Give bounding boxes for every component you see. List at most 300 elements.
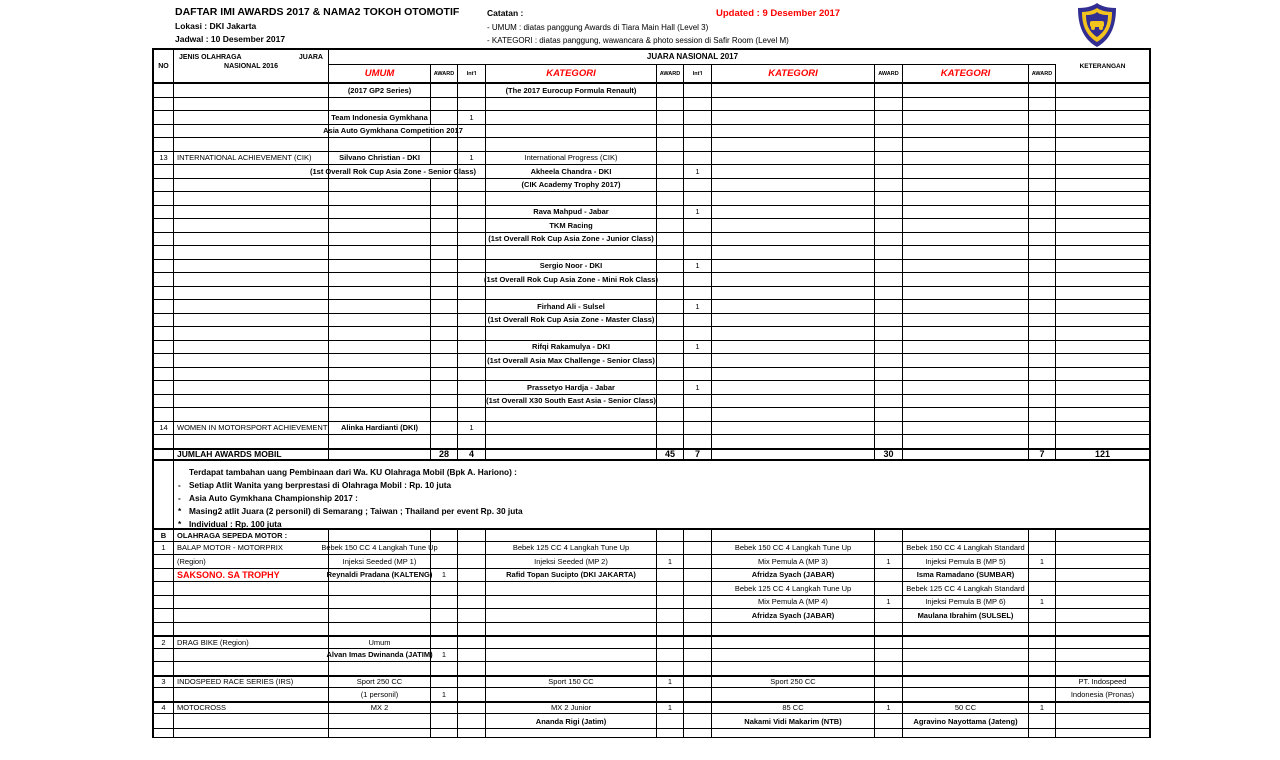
cell-ket: [1056, 395, 1149, 409]
cell-aw3: [875, 192, 903, 206]
cell-kat1: [486, 408, 657, 422]
cell-intl2: [684, 368, 712, 382]
cell-aw2: [657, 138, 684, 152]
cell-intl1: [458, 623, 486, 637]
cell-ket: [1056, 84, 1149, 98]
cell-no: [154, 179, 174, 193]
table-row: [154, 84, 1149, 98]
cell-kat3: [903, 435, 1029, 449]
cell-umum: [329, 435, 431, 449]
cell-intl1: [458, 582, 486, 596]
cell-umum: (2017 GP2 Series): [329, 84, 431, 98]
cell-aw2: [657, 192, 684, 206]
cell-ket: [1056, 714, 1149, 729]
table-row: [154, 582, 1149, 596]
cell-no: [154, 649, 174, 663]
cell-umum: Sport 250 CC: [329, 677, 431, 689]
cell-intl1: [458, 609, 486, 623]
cell-jenis: DRAG BIKE (Region): [174, 637, 329, 649]
table-row: [154, 138, 1149, 152]
cell-aw4: [1029, 219, 1056, 233]
cell-jenis: WOMEN IN MOTORSPORT ACHIEVEMENT: [174, 422, 329, 436]
cell-jenis: JUMLAH AWARDS MOBIL: [174, 450, 329, 460]
cell-no: [154, 125, 174, 139]
cell-aw1: [431, 542, 458, 556]
cell-aw3: 30: [875, 450, 903, 460]
cell-aw4: [1029, 341, 1056, 355]
cell-jenis: [174, 662, 329, 676]
cell-jenis: [174, 582, 329, 596]
cell-umum: [329, 98, 431, 112]
cell-aw4: [1029, 138, 1056, 152]
cell-aw1: 1: [431, 569, 458, 583]
cell-aw2: [657, 637, 684, 649]
cell-intl2: 7: [684, 450, 712, 460]
cell-intl1: [458, 219, 486, 233]
table-row: [154, 542, 1149, 556]
cell-intl2: [684, 192, 712, 206]
cell-aw3: [875, 542, 903, 556]
cell-intl1: [458, 649, 486, 663]
cell-intl2: [684, 703, 712, 715]
table-row: [154, 273, 1149, 287]
cell-intl2: [684, 714, 712, 729]
cell-intl1: [458, 569, 486, 583]
cell-kat2: Bebek 125 CC 4 Langkah Tune Up: [712, 582, 875, 596]
cell-kat2: [712, 327, 875, 341]
cell-aw4: [1029, 637, 1056, 649]
cell-kat3: Maulana Ibrahim (SULSEL): [903, 609, 1029, 623]
cell-intl2: [684, 408, 712, 422]
table-row: [154, 635, 1149, 649]
cell-ket: [1056, 582, 1149, 596]
cell-intl1: [458, 637, 486, 649]
cell-aw4: [1029, 354, 1056, 368]
cell-jenis: [174, 395, 329, 409]
cell-intl2: [684, 152, 712, 166]
cell-aw2: [657, 98, 684, 112]
cell-aw1: [431, 179, 458, 193]
cell-kat2: Nakami Vidi Makarim (NTB): [712, 714, 875, 729]
cell-kat3: [903, 623, 1029, 637]
cell-kat2: [712, 233, 875, 247]
cell-kat3: [903, 422, 1029, 436]
cell-no: [154, 206, 174, 220]
cell-aw3: [875, 714, 903, 729]
cell-aw1: [431, 314, 458, 328]
cell-aw3: [875, 408, 903, 422]
cell-jenis: SAKSONO. SA TROPHY: [174, 569, 329, 583]
cell-kat3: 50 CC: [903, 703, 1029, 715]
cell-ket: PT. Indospeed: [1056, 677, 1149, 689]
cell-aw2: [657, 84, 684, 98]
cell-jenis: [174, 688, 329, 702]
cell-aw3: [875, 354, 903, 368]
cell-aw1: [431, 287, 458, 301]
cell-intl2: [684, 246, 712, 260]
cell-aw2: [657, 688, 684, 702]
column-header-kategori-2: KATEGORI: [712, 65, 875, 82]
cell-kat2: [712, 623, 875, 637]
cell-ket: [1056, 260, 1149, 274]
cell-umum: [329, 582, 431, 596]
cell-aw4: [1029, 260, 1056, 274]
cell-kat1: [486, 582, 657, 596]
cell-kat3: [903, 98, 1029, 112]
cell-intl2: [684, 623, 712, 637]
table-row: [154, 596, 1149, 610]
cell-kat3: Injeksi Pemula B (MP 6): [903, 596, 1029, 610]
cell-intl2: 1: [684, 165, 712, 179]
cell-aw1: [431, 111, 458, 125]
cell-umum: [329, 219, 431, 233]
cell-jenis: [174, 84, 329, 98]
cell-aw3: [875, 341, 903, 355]
cell-aw1: [431, 703, 458, 715]
cell-aw1: [431, 714, 458, 729]
cell-kat3: [903, 233, 1029, 247]
cell-no: [154, 314, 174, 328]
cell-aw3: [875, 246, 903, 260]
table-row: [154, 675, 1149, 689]
cell-kat3: [903, 111, 1029, 125]
cell-kat3: [903, 273, 1029, 287]
cell-aw4: [1029, 111, 1056, 125]
cell-no: [154, 555, 174, 569]
table-row: [154, 368, 1149, 382]
cell-aw1: [431, 729, 458, 738]
table-body: [154, 84, 1149, 738]
cell-kat2: [712, 84, 875, 98]
cell-intl2: [684, 688, 712, 702]
cell-ket: [1056, 192, 1149, 206]
cell-kat2: [712, 435, 875, 449]
table-row: [154, 327, 1149, 341]
cell-ket: [1056, 662, 1149, 676]
table-row: [154, 246, 1149, 260]
cell-jenis: [174, 368, 329, 382]
cell-aw4: 1: [1029, 703, 1056, 715]
cell-kat1: [486, 368, 657, 382]
cell-kat1: [486, 596, 657, 610]
table-row: [154, 341, 1149, 355]
cell-kat1: [486, 688, 657, 702]
cell-aw4: [1029, 314, 1056, 328]
cell-umum: [329, 609, 431, 623]
cell-ket: [1056, 138, 1149, 152]
cell-aw4: [1029, 165, 1056, 179]
juara-nasional-2017-group: [329, 50, 1056, 82]
cell-aw3: [875, 637, 903, 649]
cell-aw1: [431, 273, 458, 287]
cell-kat1: [486, 623, 657, 637]
cell-no: [154, 688, 174, 702]
cell-no: [154, 273, 174, 287]
cell-kat1: Sport 150 CC: [486, 677, 657, 689]
cell-kat3: [903, 287, 1029, 301]
notes-row: [154, 461, 1149, 529]
cell-kat1: [486, 422, 657, 436]
cell-umum: [329, 395, 431, 409]
cell-intl2: 1: [684, 260, 712, 274]
table-row: [154, 125, 1149, 139]
cell-aw3: 1: [875, 596, 903, 610]
table-row: [154, 300, 1149, 314]
cell-intl1: [458, 714, 486, 729]
cell-umum: (1 personil): [329, 688, 431, 702]
cell-jenis: [174, 341, 329, 355]
cell-umum: [329, 179, 431, 193]
cell-umum: Alinka Hardianti (DKI): [329, 422, 431, 436]
cell-kat3: [903, 179, 1029, 193]
cell-intl2: 1: [684, 341, 712, 355]
cell-aw2: [657, 152, 684, 166]
cell-ket: [1056, 206, 1149, 220]
column-header-award-2: AWARD: [657, 65, 684, 82]
cell-kat1: International Progress (CIK): [486, 152, 657, 166]
cell-no: [154, 435, 174, 449]
cell-aw4: [1029, 422, 1056, 436]
cell-intl2: [684, 555, 712, 569]
cell-kat1: MX 2 Junior: [486, 703, 657, 715]
cell-intl2: [684, 395, 712, 409]
cell-intl1: [458, 395, 486, 409]
cell-kat3: [903, 381, 1029, 395]
cell-aw1: [431, 596, 458, 610]
cell-aw2: 45: [657, 450, 684, 460]
cell-aw1: [431, 662, 458, 676]
cell-umum: [329, 714, 431, 729]
column-header-award-3: AWARD: [875, 65, 903, 82]
table-row: [154, 714, 1149, 729]
cell-kat1: (1st Overall Asia Max Challenge - Senior Class): [486, 354, 657, 368]
cell-umum: [329, 287, 431, 301]
cell-aw2: [657, 609, 684, 623]
table-row: [154, 729, 1149, 738]
table-row: [154, 649, 1149, 663]
cell-kat3: [903, 662, 1029, 676]
cell-aw4: [1029, 729, 1056, 738]
cell-kat2: [712, 246, 875, 260]
table-row: [154, 219, 1149, 233]
cell-ket: [1056, 287, 1149, 301]
cell-umum: [329, 233, 431, 247]
cell-intl2: [684, 729, 712, 738]
column-header-jenis-olahraga: [174, 50, 329, 82]
cell-jenis: [174, 596, 329, 610]
cell-aw1: [431, 623, 458, 637]
column-group-header-juara-2017: JUARA NASIONAL 2017: [329, 50, 1056, 65]
cell-ket: [1056, 637, 1149, 649]
cell-kat1: Firhand Ali - Sulsel: [486, 300, 657, 314]
cell-intl2: 1: [684, 300, 712, 314]
cell-jenis: [174, 138, 329, 152]
cell-no: [154, 395, 174, 409]
cell-jenis: BALAP MOTOR - MOTORPRIX: [174, 542, 329, 556]
cell-ket: Indonesia (Pronas): [1056, 688, 1149, 702]
cell-ket: [1056, 273, 1149, 287]
cell-aw3: [875, 435, 903, 449]
cell-kat1: [486, 246, 657, 260]
cell-kat1: [486, 637, 657, 649]
cell-intl2: [684, 637, 712, 649]
column-header-kategori-1: KATEGORI: [486, 65, 657, 82]
cell-aw3: [875, 662, 903, 676]
cell-aw4: [1029, 609, 1056, 623]
cell-umum: [329, 368, 431, 382]
cell-aw1: [431, 368, 458, 382]
cell-aw1: [431, 219, 458, 233]
cell-kat2: [712, 138, 875, 152]
cell-jenis: [174, 649, 329, 663]
cell-aw1: [431, 152, 458, 166]
cell-aw1: [431, 637, 458, 649]
cell-kat2: [712, 381, 875, 395]
cell-aw3: [875, 219, 903, 233]
cell-intl2: 1: [684, 206, 712, 220]
cell-ket: [1056, 368, 1149, 382]
cell-intl2: [684, 596, 712, 610]
cell-intl2: [684, 609, 712, 623]
cell-aw3: [875, 569, 903, 583]
cell-no: [154, 98, 174, 112]
cell-aw4: [1029, 300, 1056, 314]
table-row: [154, 555, 1149, 569]
cell-aw2: [657, 729, 684, 738]
cell-no: [154, 729, 174, 738]
cell-intl2: 1: [684, 381, 712, 395]
cell-ket: [1056, 165, 1149, 179]
cell-jenis: [174, 729, 329, 738]
cell-aw1: [431, 84, 458, 98]
cell-no: [154, 450, 174, 460]
table-row: [154, 701, 1149, 715]
cell-kat1: (1st Overall Rok Cup Asia Zone - Master Class): [486, 314, 657, 328]
cell-ket: [1056, 314, 1149, 328]
cell-jenis: MOTOCROSS: [174, 703, 329, 715]
cell-kat3: [903, 688, 1029, 702]
cell-kat3: [903, 219, 1029, 233]
cell-aw1: [431, 327, 458, 341]
cell-aw2: 1: [657, 555, 684, 569]
cell-jenis: OLAHRAGA SEPEDA MOTOR :: [174, 530, 329, 542]
cell-intl2: [684, 273, 712, 287]
cell-umum: [329, 327, 431, 341]
cell-intl2: [684, 542, 712, 556]
cell-intl1: [458, 542, 486, 556]
cell-aw4: [1029, 530, 1056, 542]
cell-no: [154, 260, 174, 274]
note-line: - Asia Auto Gymkhana Championship 2017 :: [178, 492, 358, 503]
cell-aw3: [875, 260, 903, 274]
cell-no: [154, 408, 174, 422]
cell-no: [154, 354, 174, 368]
cell-aw1: [431, 300, 458, 314]
cell-aw3: [875, 300, 903, 314]
cell-aw3: [875, 165, 903, 179]
cell-jenis: [174, 219, 329, 233]
cell-aw4: [1029, 381, 1056, 395]
updated-date-label: Updated : 9 Desember 2017: [716, 8, 841, 19]
cell-kat3: [903, 677, 1029, 689]
cell-aw1: [431, 260, 458, 274]
cell-no: [154, 111, 174, 125]
cell-ket: [1056, 179, 1149, 193]
note-line: * Individual : Rp. 100 juta: [178, 518, 282, 529]
cell-aw2: 1: [657, 703, 684, 715]
juara-header-fragment: JUARA: [298, 54, 323, 61]
cell-kat1: (CIK Academy Trophy 2017): [486, 179, 657, 193]
cell-ket: [1056, 703, 1149, 715]
cell-kat2: 85 CC: [712, 703, 875, 715]
cell-ket: [1056, 729, 1149, 738]
jenis-header-line1: JENIS OLAHRAGA: [179, 54, 242, 61]
cell-jenis: [174, 125, 329, 139]
cell-jenis: [174, 260, 329, 274]
cell-aw1: 28: [431, 450, 458, 460]
cell-aw3: [875, 233, 903, 247]
cell-intl2: [684, 530, 712, 542]
cell-kat1: [486, 327, 657, 341]
cell-aw2: [657, 435, 684, 449]
cell-aw1: [431, 422, 458, 436]
cell-no: [154, 300, 174, 314]
cell-aw1: 1: [431, 649, 458, 663]
cell-aw3: [875, 273, 903, 287]
cell-ket: [1056, 125, 1149, 139]
table-header-row: [154, 50, 1149, 84]
cell-aw4: 1: [1029, 555, 1056, 569]
cell-no: [154, 84, 174, 98]
cell-ket: [1056, 555, 1149, 569]
document-schedule: Jadwal : 10 Desember 2017: [175, 34, 286, 44]
cell-ket: [1056, 569, 1149, 583]
cell-intl1: [458, 662, 486, 676]
cell-jenis: [174, 714, 329, 729]
cell-aw2: [657, 662, 684, 676]
cell-kat1: [486, 649, 657, 663]
cell-intl1: [458, 287, 486, 301]
cell-jenis: [174, 98, 329, 112]
cell-intl1: [458, 300, 486, 314]
cell-kat1: Bebek 125 CC 4 Langkah Tune Up: [486, 542, 657, 556]
cell-aw4: [1029, 677, 1056, 689]
document-title: DAFTAR IMI AWARDS 2017 & NAMA2 TOKOH OTOMOTIF: [175, 6, 460, 18]
cell-jenis: [174, 300, 329, 314]
cell-kat3: Bebek 150 CC 4 Langkah Standard: [903, 542, 1029, 556]
cell-kat2: [712, 395, 875, 409]
cell-no: [154, 246, 174, 260]
table-row: [154, 448, 1149, 462]
table-row: [154, 314, 1149, 328]
cell-kat1: [486, 530, 657, 542]
cell-jenis: [174, 287, 329, 301]
cell-aw2: [657, 165, 684, 179]
cell-aw3: [875, 84, 903, 98]
cell-aw4: [1029, 408, 1056, 422]
cell-aw1: 1: [431, 688, 458, 702]
cell-aw3: [875, 381, 903, 395]
cell-kat3: [903, 729, 1029, 738]
cell-kat2: [712, 408, 875, 422]
cell-kat3: Isma Ramadano (SUMBAR): [903, 569, 1029, 583]
cell-aw2: [657, 422, 684, 436]
cell-umum: Bebek 150 CC 4 Langkah Tune Up: [329, 542, 431, 556]
cell-kat3: [903, 165, 1029, 179]
cell-ket: [1056, 542, 1149, 556]
cell-intl1: [458, 677, 486, 689]
table-row: [154, 287, 1149, 301]
